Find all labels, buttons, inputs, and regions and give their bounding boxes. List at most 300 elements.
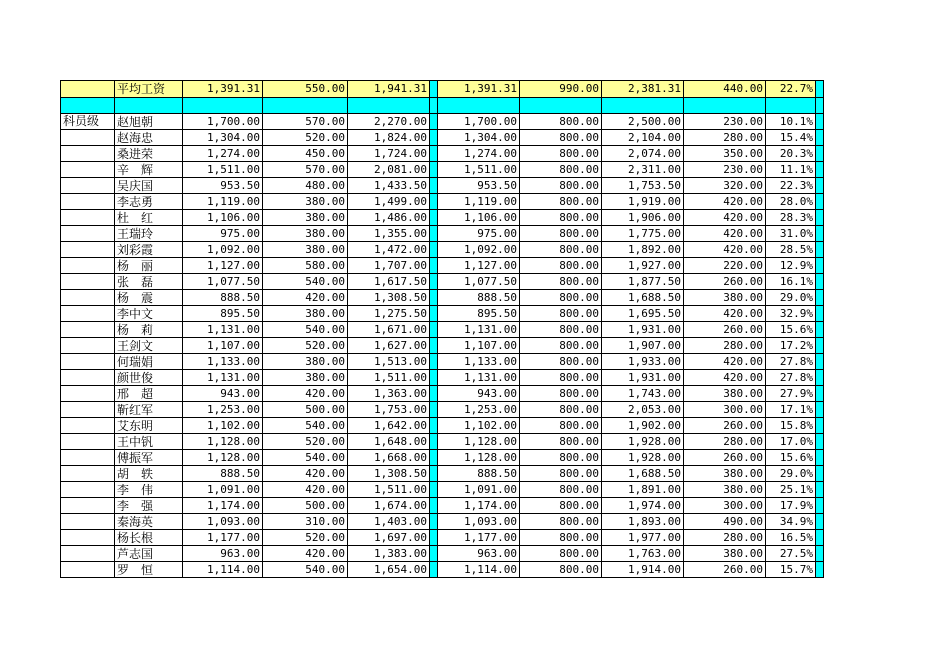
value-cell[interactable]: 1,119.00 [438, 194, 520, 210]
value-cell[interactable]: 1,499.00 [348, 194, 430, 210]
average-cell[interactable]: 990.00 [520, 81, 602, 98]
value-cell[interactable]: 1,107.00 [183, 338, 263, 354]
value-cell[interactable]: 260.00 [684, 322, 766, 338]
value-cell[interactable]: 280.00 [684, 530, 766, 546]
value-cell[interactable]: 1,131.00 [183, 370, 263, 386]
value-cell[interactable]: 380.00 [263, 194, 348, 210]
value-cell[interactable]: 32.9% [766, 306, 816, 322]
value-cell[interactable]: 380.00 [684, 290, 766, 306]
value-cell[interactable]: 800.00 [520, 482, 602, 498]
value-cell[interactable]: 1,177.00 [438, 530, 520, 546]
blank-cell[interactable] [348, 98, 430, 114]
value-cell[interactable]: 450.00 [263, 146, 348, 162]
value-cell[interactable]: 1,128.00 [183, 450, 263, 466]
value-cell[interactable]: 1,077.50 [438, 274, 520, 290]
value-cell[interactable]: 1,114.00 [183, 562, 263, 578]
value-cell[interactable]: 260.00 [684, 274, 766, 290]
value-cell[interactable]: 800.00 [520, 210, 602, 226]
value-cell[interactable]: 1,119.00 [183, 194, 263, 210]
employee-name[interactable]: 辛 辉 [115, 162, 183, 178]
employee-name[interactable]: 李志勇 [115, 194, 183, 210]
value-cell[interactable]: 1,304.00 [438, 130, 520, 146]
value-cell[interactable]: 31.0% [766, 226, 816, 242]
value-cell[interactable]: 16.5% [766, 530, 816, 546]
value-cell[interactable]: 1,274.00 [183, 146, 263, 162]
value-cell[interactable]: 2,074.00 [602, 146, 684, 162]
category-cell[interactable] [61, 178, 115, 194]
employee-name[interactable]: 傅振军 [115, 450, 183, 466]
value-cell[interactable]: 10.1% [766, 114, 816, 130]
value-cell[interactable]: 1,133.00 [438, 354, 520, 370]
value-cell[interactable]: 220.00 [684, 258, 766, 274]
value-cell[interactable]: 540.00 [263, 562, 348, 578]
value-cell[interactable]: 380.00 [684, 466, 766, 482]
value-cell[interactable]: 2,081.00 [348, 162, 430, 178]
category-cell[interactable] [61, 402, 115, 418]
value-cell[interactable]: 1,106.00 [438, 210, 520, 226]
value-cell[interactable]: 280.00 [684, 130, 766, 146]
average-cell[interactable]: 2,381.31 [602, 81, 684, 98]
value-cell[interactable]: 580.00 [263, 258, 348, 274]
value-cell[interactable]: 27.9% [766, 386, 816, 402]
value-cell[interactable]: 34.9% [766, 514, 816, 530]
value-cell[interactable]: 380.00 [684, 482, 766, 498]
value-cell[interactable]: 480.00 [263, 178, 348, 194]
value-cell[interactable]: 1,654.00 [348, 562, 430, 578]
value-cell[interactable]: 800.00 [520, 530, 602, 546]
value-cell[interactable]: 1,128.00 [183, 434, 263, 450]
category-cell[interactable] [61, 274, 115, 290]
value-cell[interactable]: 1,688.50 [602, 466, 684, 482]
value-cell[interactable]: 943.00 [183, 386, 263, 402]
value-cell[interactable]: 1,308.50 [348, 466, 430, 482]
value-cell[interactable]: 2,053.00 [602, 402, 684, 418]
value-cell[interactable]: 1,174.00 [438, 498, 520, 514]
value-cell[interactable]: 1,902.00 [602, 418, 684, 434]
value-cell[interactable]: 963.00 [438, 546, 520, 562]
value-cell[interactable]: 1,511.00 [183, 162, 263, 178]
value-cell[interactable]: 1,974.00 [602, 498, 684, 514]
value-cell[interactable]: 2,500.00 [602, 114, 684, 130]
category-cell[interactable] [61, 306, 115, 322]
value-cell[interactable]: 1,707.00 [348, 258, 430, 274]
category-cell[interactable] [61, 242, 115, 258]
value-cell[interactable]: 800.00 [520, 146, 602, 162]
category-cell[interactable] [61, 482, 115, 498]
value-cell[interactable]: 800.00 [520, 226, 602, 242]
blank-cell[interactable] [263, 98, 348, 114]
employee-name[interactable]: 杨 丽 [115, 258, 183, 274]
average-cell[interactable]: 440.00 [684, 81, 766, 98]
value-cell[interactable]: 380.00 [263, 226, 348, 242]
value-cell[interactable]: 17.2% [766, 338, 816, 354]
value-cell[interactable]: 1,642.00 [348, 418, 430, 434]
value-cell[interactable]: 1,131.00 [438, 322, 520, 338]
value-cell[interactable]: 1,906.00 [602, 210, 684, 226]
value-cell[interactable]: 1,668.00 [348, 450, 430, 466]
category-cell[interactable] [61, 450, 115, 466]
value-cell[interactable]: 1,304.00 [183, 130, 263, 146]
value-cell[interactable]: 1,308.50 [348, 290, 430, 306]
value-cell[interactable]: 1,403.00 [348, 514, 430, 530]
value-cell[interactable]: 943.00 [438, 386, 520, 402]
average-cell[interactable]: 1,941.31 [348, 81, 430, 98]
value-cell[interactable]: 800.00 [520, 162, 602, 178]
value-cell[interactable]: 420.00 [263, 546, 348, 562]
blank-cell[interactable] [183, 98, 263, 114]
value-cell[interactable]: 800.00 [520, 290, 602, 306]
average-cell[interactable]: 1,391.31 [438, 81, 520, 98]
value-cell[interactable]: 1,511.00 [438, 162, 520, 178]
value-cell[interactable]: 16.1% [766, 274, 816, 290]
value-cell[interactable]: 420.00 [684, 226, 766, 242]
average-cell[interactable]: 550.00 [263, 81, 348, 98]
value-cell[interactable]: 1,893.00 [602, 514, 684, 530]
category-label[interactable]: 科员级 [61, 114, 115, 130]
employee-name[interactable]: 王中钒 [115, 434, 183, 450]
value-cell[interactable]: 1,892.00 [602, 242, 684, 258]
employee-name[interactable]: 芦志国 [115, 546, 183, 562]
value-cell[interactable]: 1,127.00 [438, 258, 520, 274]
category-cell[interactable] [61, 130, 115, 146]
value-cell[interactable]: 953.50 [438, 178, 520, 194]
value-cell[interactable]: 800.00 [520, 386, 602, 402]
category-cell[interactable] [61, 194, 115, 210]
value-cell[interactable]: 1,177.00 [183, 530, 263, 546]
employee-name[interactable]: 艾东明 [115, 418, 183, 434]
value-cell[interactable]: 1,355.00 [348, 226, 430, 242]
value-cell[interactable]: 1,697.00 [348, 530, 430, 546]
value-cell[interactable]: 380.00 [684, 546, 766, 562]
value-cell[interactable]: 800.00 [520, 322, 602, 338]
value-cell[interactable]: 540.00 [263, 450, 348, 466]
value-cell[interactable]: 22.3% [766, 178, 816, 194]
category-cell[interactable] [61, 226, 115, 242]
value-cell[interactable]: 1,106.00 [183, 210, 263, 226]
employee-name[interactable]: 罗 恒 [115, 562, 183, 578]
category-cell[interactable] [61, 162, 115, 178]
value-cell[interactable]: 420.00 [263, 482, 348, 498]
value-cell[interactable]: 1,977.00 [602, 530, 684, 546]
value-cell[interactable]: 800.00 [520, 194, 602, 210]
employee-name[interactable]: 王剑文 [115, 338, 183, 354]
category-cell[interactable] [61, 210, 115, 226]
value-cell[interactable]: 230.00 [684, 162, 766, 178]
employee-name[interactable]: 赵旭朝 [115, 114, 183, 130]
category-cell[interactable] [61, 146, 115, 162]
value-cell[interactable]: 1,486.00 [348, 210, 430, 226]
value-cell[interactable]: 12.9% [766, 258, 816, 274]
value-cell[interactable]: 490.00 [684, 514, 766, 530]
value-cell[interactable]: 520.00 [263, 130, 348, 146]
value-cell[interactable]: 800.00 [520, 546, 602, 562]
value-cell[interactable]: 2,104.00 [602, 130, 684, 146]
value-cell[interactable]: 420.00 [263, 466, 348, 482]
blank-cell[interactable] [115, 98, 183, 114]
value-cell[interactable]: 280.00 [684, 338, 766, 354]
value-cell[interactable]: 888.50 [438, 466, 520, 482]
value-cell[interactable]: 20.3% [766, 146, 816, 162]
employee-name[interactable]: 颜世俊 [115, 370, 183, 386]
employee-name[interactable]: 王瑞玲 [115, 226, 183, 242]
value-cell[interactable]: 11.1% [766, 162, 816, 178]
value-cell[interactable]: 1,824.00 [348, 130, 430, 146]
category-cell[interactable] [61, 562, 115, 578]
value-cell[interactable]: 1,919.00 [602, 194, 684, 210]
value-cell[interactable]: 800.00 [520, 450, 602, 466]
value-cell[interactable]: 1,091.00 [183, 482, 263, 498]
value-cell[interactable]: 800.00 [520, 402, 602, 418]
value-cell[interactable]: 800.00 [520, 274, 602, 290]
value-cell[interactable]: 1,133.00 [183, 354, 263, 370]
value-cell[interactable]: 27.8% [766, 370, 816, 386]
value-cell[interactable]: 1,253.00 [438, 402, 520, 418]
value-cell[interactable]: 1,914.00 [602, 562, 684, 578]
value-cell[interactable]: 1,433.50 [348, 178, 430, 194]
value-cell[interactable]: 570.00 [263, 114, 348, 130]
value-cell[interactable]: 28.0% [766, 194, 816, 210]
value-cell[interactable]: 29.0% [766, 466, 816, 482]
value-cell[interactable]: 800.00 [520, 498, 602, 514]
value-cell[interactable]: 1,511.00 [348, 482, 430, 498]
value-cell[interactable]: 1,093.00 [183, 514, 263, 530]
value-cell[interactable]: 1,891.00 [602, 482, 684, 498]
value-cell[interactable]: 800.00 [520, 562, 602, 578]
blank-cell[interactable] [602, 98, 684, 114]
value-cell[interactable]: 1,931.00 [602, 322, 684, 338]
value-cell[interactable]: 1,927.00 [602, 258, 684, 274]
value-cell[interactable]: 975.00 [183, 226, 263, 242]
value-cell[interactable]: 420.00 [684, 370, 766, 386]
value-cell[interactable]: 500.00 [263, 498, 348, 514]
value-cell[interactable]: 28.5% [766, 242, 816, 258]
category-cell[interactable] [61, 338, 115, 354]
value-cell[interactable]: 2,270.00 [348, 114, 430, 130]
value-cell[interactable]: 1,092.00 [438, 242, 520, 258]
value-cell[interactable]: 280.00 [684, 434, 766, 450]
value-cell[interactable]: 380.00 [263, 306, 348, 322]
value-cell[interactable]: 1,700.00 [438, 114, 520, 130]
value-cell[interactable]: 1,131.00 [438, 370, 520, 386]
value-cell[interactable]: 25.1% [766, 482, 816, 498]
value-cell[interactable]: 350.00 [684, 146, 766, 162]
category-cell[interactable] [61, 498, 115, 514]
value-cell[interactable]: 1,700.00 [183, 114, 263, 130]
value-cell[interactable]: 1,877.50 [602, 274, 684, 290]
value-cell[interactable]: 310.00 [263, 514, 348, 530]
value-cell[interactable]: 1,383.00 [348, 546, 430, 562]
value-cell[interactable]: 1,102.00 [438, 418, 520, 434]
value-cell[interactable]: 1,077.50 [183, 274, 263, 290]
employee-name[interactable]: 何瑞娟 [115, 354, 183, 370]
value-cell[interactable]: 260.00 [684, 562, 766, 578]
value-cell[interactable]: 29.0% [766, 290, 816, 306]
value-cell[interactable]: 800.00 [520, 466, 602, 482]
value-cell[interactable]: 570.00 [263, 162, 348, 178]
value-cell[interactable]: 380.00 [263, 210, 348, 226]
value-cell[interactable]: 1,617.50 [348, 274, 430, 290]
value-cell[interactable]: 1,102.00 [183, 418, 263, 434]
value-cell[interactable]: 1,763.00 [602, 546, 684, 562]
value-cell[interactable]: 1,688.50 [602, 290, 684, 306]
value-cell[interactable]: 800.00 [520, 178, 602, 194]
value-cell[interactable]: 1,114.00 [438, 562, 520, 578]
category-cell[interactable] [61, 354, 115, 370]
value-cell[interactable]: 420.00 [263, 386, 348, 402]
category-cell[interactable] [61, 418, 115, 434]
employee-name[interactable]: 赵海忠 [115, 130, 183, 146]
value-cell[interactable]: 1,724.00 [348, 146, 430, 162]
value-cell[interactable]: 1,933.00 [602, 354, 684, 370]
value-cell[interactable]: 420.00 [684, 210, 766, 226]
value-cell[interactable]: 27.8% [766, 354, 816, 370]
blank-cell[interactable] [684, 98, 766, 114]
value-cell[interactable]: 15.4% [766, 130, 816, 146]
value-cell[interactable]: 1,513.00 [348, 354, 430, 370]
category-cell[interactable] [61, 290, 115, 306]
value-cell[interactable]: 520.00 [263, 530, 348, 546]
value-cell[interactable]: 800.00 [520, 306, 602, 322]
value-cell[interactable]: 540.00 [263, 274, 348, 290]
value-cell[interactable]: 1,253.00 [183, 402, 263, 418]
value-cell[interactable]: 15.6% [766, 450, 816, 466]
value-cell[interactable]: 1,743.00 [602, 386, 684, 402]
value-cell[interactable]: 1,091.00 [438, 482, 520, 498]
employee-name[interactable]: 杨长根 [115, 530, 183, 546]
average-row-blank[interactable] [61, 81, 115, 98]
value-cell[interactable]: 800.00 [520, 434, 602, 450]
value-cell[interactable]: 963.00 [183, 546, 263, 562]
value-cell[interactable]: 28.3% [766, 210, 816, 226]
employee-name[interactable]: 李中文 [115, 306, 183, 322]
value-cell[interactable]: 888.50 [438, 290, 520, 306]
value-cell[interactable]: 1,907.00 [602, 338, 684, 354]
average-cell[interactable]: 1,391.31 [183, 81, 263, 98]
value-cell[interactable]: 800.00 [520, 338, 602, 354]
value-cell[interactable]: 1,648.00 [348, 434, 430, 450]
value-cell[interactable]: 500.00 [263, 402, 348, 418]
category-cell[interactable] [61, 514, 115, 530]
value-cell[interactable]: 1,131.00 [183, 322, 263, 338]
value-cell[interactable]: 975.00 [438, 226, 520, 242]
value-cell[interactable]: 1,627.00 [348, 338, 430, 354]
value-cell[interactable]: 380.00 [263, 242, 348, 258]
value-cell[interactable]: 1,511.00 [348, 370, 430, 386]
blank-cell[interactable] [61, 98, 115, 114]
value-cell[interactable]: 380.00 [263, 354, 348, 370]
category-cell[interactable] [61, 546, 115, 562]
average-cell[interactable]: 22.7% [766, 81, 816, 98]
employee-name[interactable]: 邢 超 [115, 386, 183, 402]
value-cell[interactable]: 895.50 [438, 306, 520, 322]
value-cell[interactable]: 1,671.00 [348, 322, 430, 338]
employee-name[interactable]: 秦海英 [115, 514, 183, 530]
employee-name[interactable]: 桑进荣 [115, 146, 183, 162]
value-cell[interactable]: 380.00 [684, 386, 766, 402]
value-cell[interactable]: 800.00 [520, 514, 602, 530]
value-cell[interactable]: 800.00 [520, 370, 602, 386]
value-cell[interactable]: 800.00 [520, 258, 602, 274]
value-cell[interactable]: 1,107.00 [438, 338, 520, 354]
value-cell[interactable]: 1,753.00 [348, 402, 430, 418]
value-cell[interactable]: 1,093.00 [438, 514, 520, 530]
value-cell[interactable]: 1,128.00 [438, 450, 520, 466]
value-cell[interactable]: 420.00 [684, 306, 766, 322]
value-cell[interactable]: 800.00 [520, 354, 602, 370]
value-cell[interactable]: 420.00 [263, 290, 348, 306]
category-cell[interactable] [61, 434, 115, 450]
value-cell[interactable]: 300.00 [684, 402, 766, 418]
blank-cell[interactable] [766, 98, 816, 114]
value-cell[interactable]: 1,472.00 [348, 242, 430, 258]
value-cell[interactable]: 1,363.00 [348, 386, 430, 402]
value-cell[interactable]: 1,928.00 [602, 434, 684, 450]
value-cell[interactable]: 888.50 [183, 290, 263, 306]
category-cell[interactable] [61, 386, 115, 402]
value-cell[interactable]: 17.1% [766, 402, 816, 418]
value-cell[interactable]: 1,275.50 [348, 306, 430, 322]
value-cell[interactable]: 260.00 [684, 450, 766, 466]
value-cell[interactable]: 888.50 [183, 466, 263, 482]
category-cell[interactable] [61, 370, 115, 386]
value-cell[interactable]: 895.50 [183, 306, 263, 322]
value-cell[interactable]: 800.00 [520, 242, 602, 258]
value-cell[interactable]: 1,674.00 [348, 498, 430, 514]
value-cell[interactable]: 540.00 [263, 418, 348, 434]
value-cell[interactable]: 17.0% [766, 434, 816, 450]
value-cell[interactable]: 260.00 [684, 418, 766, 434]
value-cell[interactable]: 1,274.00 [438, 146, 520, 162]
value-cell[interactable]: 420.00 [684, 354, 766, 370]
value-cell[interactable]: 1,928.00 [602, 450, 684, 466]
value-cell[interactable]: 800.00 [520, 130, 602, 146]
value-cell[interactable]: 800.00 [520, 418, 602, 434]
employee-name[interactable]: 杨 莉 [115, 322, 183, 338]
value-cell[interactable]: 27.5% [766, 546, 816, 562]
blank-cell[interactable] [438, 98, 520, 114]
value-cell[interactable]: 540.00 [263, 322, 348, 338]
value-cell[interactable]: 520.00 [263, 338, 348, 354]
value-cell[interactable]: 420.00 [684, 242, 766, 258]
value-cell[interactable]: 15.6% [766, 322, 816, 338]
category-cell[interactable] [61, 530, 115, 546]
value-cell[interactable]: 300.00 [684, 498, 766, 514]
value-cell[interactable]: 17.9% [766, 498, 816, 514]
blank-cell[interactable] [520, 98, 602, 114]
employee-name[interactable]: 李 伟 [115, 482, 183, 498]
employee-name[interactable]: 张 磊 [115, 274, 183, 290]
value-cell[interactable]: 15.7% [766, 562, 816, 578]
value-cell[interactable]: 953.50 [183, 178, 263, 194]
value-cell[interactable]: 1,127.00 [183, 258, 263, 274]
value-cell[interactable]: 1,775.00 [602, 226, 684, 242]
employee-name[interactable]: 杨 震 [115, 290, 183, 306]
value-cell[interactable]: 1,695.50 [602, 306, 684, 322]
average-label[interactable]: 平均工资 [115, 81, 183, 98]
employee-name[interactable]: 吴庆国 [115, 178, 183, 194]
category-cell[interactable] [61, 466, 115, 482]
value-cell[interactable]: 1,128.00 [438, 434, 520, 450]
value-cell[interactable]: 1,092.00 [183, 242, 263, 258]
value-cell[interactable]: 380.00 [263, 370, 348, 386]
value-cell[interactable]: 1,174.00 [183, 498, 263, 514]
value-cell[interactable]: 230.00 [684, 114, 766, 130]
category-cell[interactable] [61, 258, 115, 274]
employee-name[interactable]: 靳红军 [115, 402, 183, 418]
value-cell[interactable]: 420.00 [684, 194, 766, 210]
value-cell[interactable]: 1,753.50 [602, 178, 684, 194]
value-cell[interactable]: 520.00 [263, 434, 348, 450]
